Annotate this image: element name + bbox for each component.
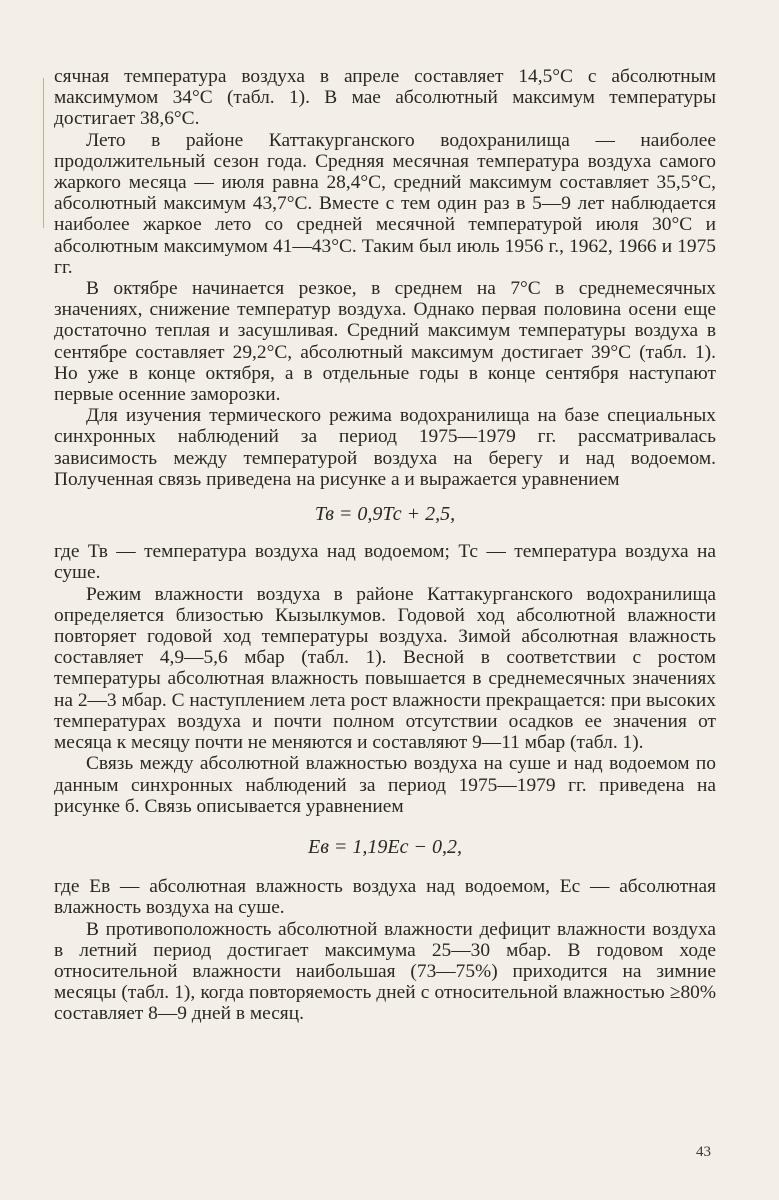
document-text-body xyxy=(54,66,716,1025)
paragraph-9: В противоположность абсолютной влажности дефицит влажности воздуха в летний период достигает максимума 25—30 мбар. В годовом ходе относительной влажности наибольшая (73—75%) приходится на зимние месяцы (табл. 1), когда повторяемость дней с относительной влажностью ≥80% составляет 8—9 дней в месяц. xyxy=(54,918,716,1025)
paragraph-6: Режим влажности воздуха в районе Каттакурганского водохранилища определяется близостью Кызылкумов. Годовой ход абсолютной влажности повторяет годовой ход температуры воздуха. Зимой абсолютная влажность составляет 4,9—5,6 мбар (табл. 1). Весной в соответствии с ростом температуры абсолютная влажность повышается в среднемесячных значениях на 2—3 мбар. С наступлением лета рост влажности прекращается: при высоких температурах воздуха и почти полном отсутствии осадков ее значения от месяца к месяцу почти не меняются и составляют 9—11 мбар (табл. 1). xyxy=(54,583,716,754)
paragraph-2: Лето в районе Каттакурганского водохранилища — наиболее продолжительный сезон года. Средняя месячная температура воздуха самого жаркого месяца — июля равна 28,4°С, средний максимум составляет 35,5°С, абсолютный максимум 43,7°С. Вместе с тем один раз в 5—9 лет наблюдается наиболее жаркое лето со средней месячной температурой июля 30°С и абсолютным максимумом 41—43°С. Таким был июль 1956 г., 1962, 1966 и 1975 гг. xyxy=(54,129,716,278)
paragraph-3: В октябре начинается резкое, в среднем на 7°С в среднемесячных значениях, снижение температур воздуха. Однако первая половина осени еще достаточно теплая и засушливая. Средний максимум температуры воздуха в сентябре составляет 29,2°С, абсолютный максимум достигает 39°С (табл. 1). Но уже в конце октября, а в отдельные годы в конце сентября наступают первые осенние заморозки. xyxy=(54,278,716,406)
paragraph-1: сячная температура воздуха в апреле составляет 14,5°С с абсолютным максимумом 34°С (табл. 1). В мае абсолютный максимум температуры достигает 38,6°С. xyxy=(54,66,716,130)
paragraph-7: Связь между абсолютной влажностью воздуха на суше и над водоемом по данным синхронных наблюдений за период 1975—1979 гг. приведена на рисунке б. Связь описывается уравнением xyxy=(54,753,716,817)
page-number: 43 xyxy=(696,1144,711,1160)
equation-humidity: Ев = 1,19Ес − 0,2, xyxy=(308,835,462,858)
paragraph-4: Для изучения термического режима водохранилища на базе специальных синхронных наблюдений за период 1975—1979 гг. рассматривалась зависимость между температурой воздуха на берегу и над водоемом. Полученная связь приведена на рисунке а и выражается уравнением xyxy=(54,405,716,490)
page-edge-shadow xyxy=(43,78,44,228)
paragraph-8: где Ев — абсолютная влажность воздуха над водоемом, Ес — абсолютная влажность воздуха на суше. xyxy=(54,876,716,919)
paragraph-5: где Тв — температура воздуха над водоемом; Тс — температура воздуха на суше. xyxy=(54,541,716,584)
equation-temperature: Тв = 0,9Тс + 2,5, xyxy=(314,503,456,526)
